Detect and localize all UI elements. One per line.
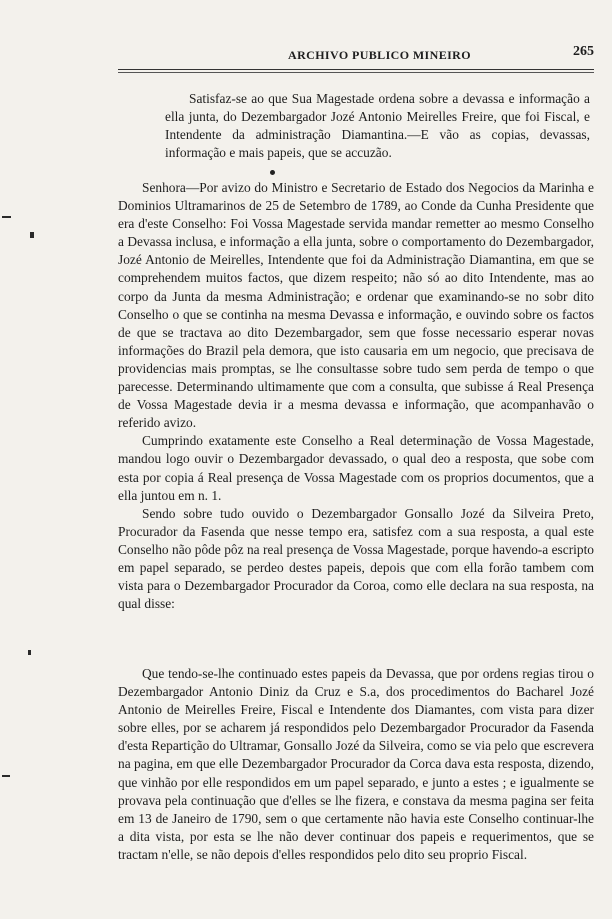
margin-mark bbox=[2, 775, 10, 777]
body-paragraph: Sendo sobre tudo ouvido o Dezembargador Gonsallo Jozé da Silveira Preto, Procurador da Fasenda que nesse tempo era, satisfez com a sua resposta, a qual este Conselho não pôde pôz na real presença de Vossa Magestade, porque havendo-a escripto em papel separado, se perdeo destes papeis, depois que com ella forão tambem com vista para o Dezembargador Procurador da Coroa, como elle declara na sua resposta, na qual disse: bbox=[118, 505, 594, 612]
document-body bbox=[118, 179, 594, 613]
page-header bbox=[118, 44, 594, 68]
body-paragraph: Cumprindo exatamente este Conselho a Real determinação de Vossa Magestade, mandou logo ouvir o Dezembargador devassado, o qual deo a resposta, que sobe com esta por copia á Real presença de Vossa Magestade com os proprios documentos, que a ella juntou em n. 1. bbox=[118, 433, 594, 503]
summary-text: Satisfaz-se ao que Sua Magestade ordena sobre a devassa e informação a ella junta, do Dezembargador Jozé Antonio Meirelles Freire, que foi Fiscal, e Intendente da administração Diamantina.—E vão as copias, devassas, informação e mais papeis, que se accuzão. bbox=[165, 91, 590, 161]
header-rule-thin bbox=[118, 72, 594, 73]
page-number: 265 bbox=[573, 44, 594, 59]
document-summary bbox=[165, 90, 590, 162]
margin-mark bbox=[28, 650, 31, 655]
quoted-response bbox=[118, 665, 594, 864]
margin-mark bbox=[2, 216, 11, 218]
ink-blot bbox=[270, 170, 275, 175]
quote-text: Que tendo-se-lhe continuado estes papeis da Devassa, que por ordens regias tirou o Dezembargador Antonio Diniz da Cruz e S.a, dos procedimentos do Bacharel Jozé Antonio de Meirelles Freire, Fiscal e Intendente dos Diamantes, com vista para dizer sobre elles, por se acharem já respondidos pelo Dezembargador Procurador da Fasenda d'esta Repartição do Ultramar, Gonsallo Jozé da Silveira, como se via pelo que escrevera na pagina, em que elle Dezembargador Procurador da Corca dava esta resposta, dizendo, que vinhão por elle respondidos em um papel separado, e junto a estes ; e igualmente se provava pela continuação que d'elles se lhe fizera, e constava da mesma pagina ser feita em 13 de Janeiro de 1790, sem o que certamente não havia este Conselho continuar-lhe a dita vista, por esta se lhe não dever continuar dos papeis e requerimentos, que se tractam n'elle, se não depois d'elles respondidos pelo dito seu proprio Fiscal. bbox=[118, 666, 594, 862]
body-paragraph: Senhora—Por avizo do Ministro e Secretario de Estado dos Negocios da Marinha e Dominios Ultramarinos de 25 de Setembro de 1789, ao Conde da Cunha Presidente que era d'este Conselho: Foi Vossa Magestade servida mandar remetter ao mesmo Conselho a Devassa inclusa, e informação a ella junta, sobre o comportamento do Dezembargador, Jozé Antonio de Meirelles, Intendente que foi da Administração Diamantina, em que se comprehendem muitos factos, que dizem respeito; não só ao dito Intendente, mas ao corpo da Junta da mesma Administração; e ordenar que examinando-se no sobr dito Conselho o que se continha na mesma Devassa e informação, e ouvindo sobre os factos de que se tractava ao dito Dezembargador, sem que fosse necessario esperar novas informações do Brazil pela demora, que isto causaria em um negocio, que precisava de providencias mais promptas, se lhe consultasse sobre tudo sem perda de tempo o que parecesse. Determinando ultimamente que com a consulta, que subisse á Real Presença de Vossa Magestade devia ir a mesma devassa e informação, que acompanhavão o referido avizo. bbox=[118, 180, 594, 431]
margin-mark bbox=[30, 232, 34, 238]
running-title: ARCHIVO PUBLICO MINEIRO bbox=[288, 48, 471, 62]
header-rule bbox=[118, 69, 594, 70]
